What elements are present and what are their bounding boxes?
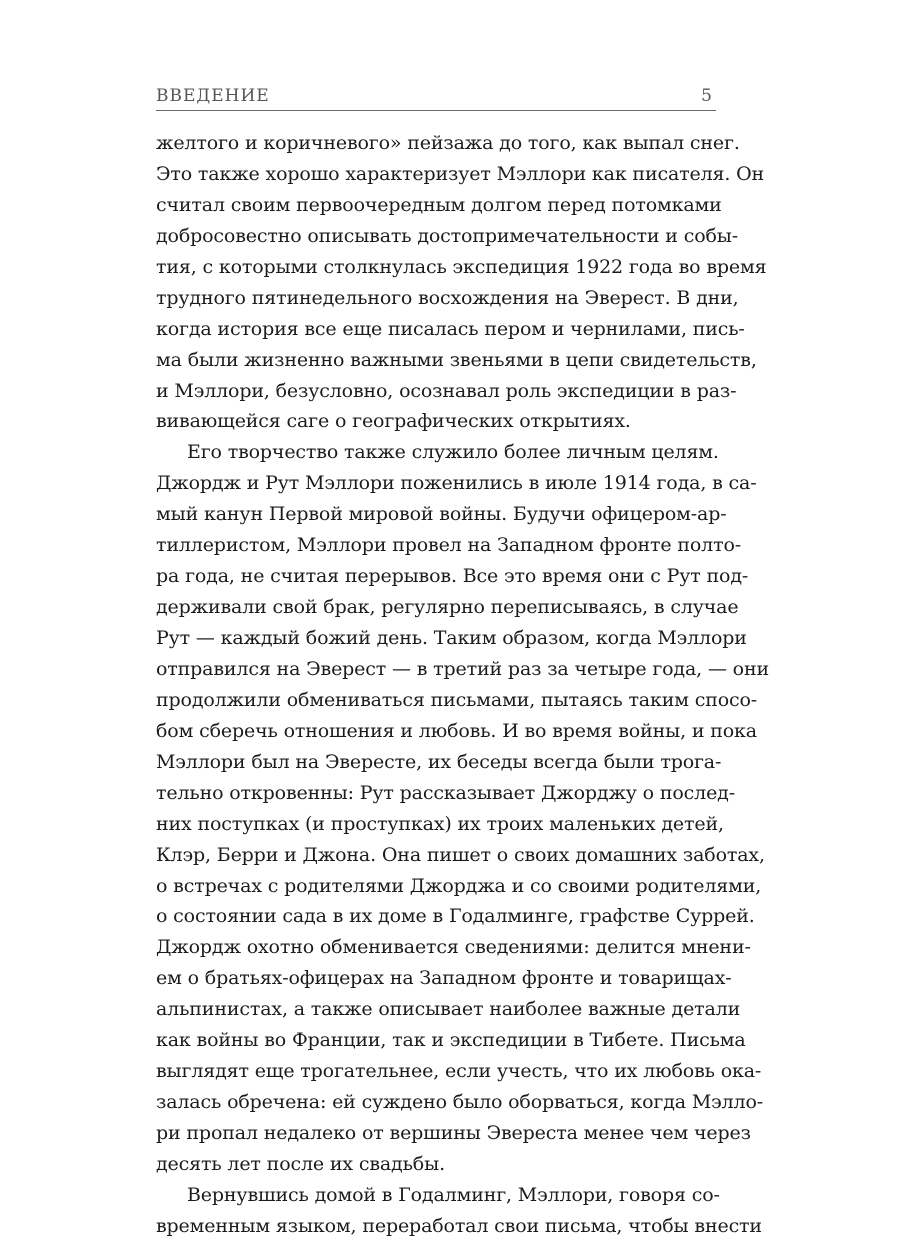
- text-line: отправился на Эверест — в третий раз за четыре года, — они: [156, 657, 769, 680]
- text-line: тия, с которыми столкнулась экспедиция 1922 года во время: [156, 255, 767, 278]
- page-number: 5: [701, 86, 712, 106]
- running-head: [156, 84, 716, 111]
- text-line: трудного пятинедельного восхождения на Эверест. В дни,: [156, 286, 739, 309]
- text-line: считал своим первоочередным долгом перед потомками: [156, 193, 722, 216]
- text-line: Его творчество также служило более личным целям.: [187, 441, 719, 464]
- text-line: временным языком, переработал свои письма, чтобы внести: [156, 1214, 762, 1237]
- text-line: них поступках (и проступках) их троих маленьких детей,: [156, 812, 724, 835]
- text-line: вивающейся саге о географических открытиях.: [156, 410, 631, 433]
- text-line: Джордж и Рут Мэллори поженились в июле 1914 года, в са-: [156, 472, 757, 495]
- text-line: Рут — каждый божий день. Таким образом, когда Мэллори: [156, 627, 747, 649]
- text-line: Клэр, Берри и Джона. Она пишет о своих домашних заботах,: [156, 843, 765, 866]
- text-line: тиллеристом, Мэллори провел на Западном фронте полто-: [156, 534, 742, 557]
- text-line: выглядят еще трогательнее, если учесть, что их любовь ока-: [156, 1060, 762, 1083]
- text-line: тельно откровенны: Рут рассказывает Джорджу о послед-: [156, 781, 735, 804]
- text-line: о встречах с родителями Джорджа и со своими родителями,: [156, 874, 762, 897]
- text-line: ма были жизненно важными звеньями в цепи свидетельств,: [156, 348, 757, 371]
- text-line: десять лет после их свадьбы.: [156, 1152, 445, 1175]
- paragraph-2: [156, 437, 769, 1180]
- text-line: о состоянии сада в их доме в Годалминге, графстве Суррей.: [156, 905, 755, 928]
- paragraph-3: [156, 1180, 762, 1242]
- section-title: ВВЕДЕНИЕ: [156, 86, 270, 106]
- text-line: и Мэллори, безусловно, осознавал роль экспедиции в раз-: [156, 379, 737, 402]
- text-line: желтого и коричневого» пейзажа до того, как выпал снег.: [156, 132, 740, 154]
- paragraph-1: [156, 128, 767, 437]
- text-line: ри пропал недалеко от вершины Эвереста менее чем через: [156, 1122, 751, 1144]
- text-line: добросовестно описывать достопримечательности и собы-: [156, 224, 739, 247]
- text-line: продолжили обмениваться письмами, пытаясь таким спосо-: [156, 688, 758, 711]
- text-line: Мэллори был на Эвересте, их беседы всегда были трога-: [156, 750, 722, 773]
- text-line: бом сберечь отношения и любовь. И во время войны, и пока: [156, 719, 757, 742]
- text-line: Джордж охотно обменивается сведениями: делится мнени-: [156, 936, 751, 959]
- text-line: Это также хорошо характеризует Мэллори как писателя. Он: [156, 162, 765, 185]
- text-line: как войны во Франции, так и экспедиции в Тибете. Письма: [156, 1029, 746, 1052]
- text-line: залась обречена: ей суждено было оборваться, когда Мэлло-: [156, 1091, 764, 1114]
- text-line: ем о братьях-офицерах на Западном фронте и товарищах-: [156, 967, 732, 990]
- text-line: мый канун Первой мировой войны. Будучи офицером-ар-: [156, 503, 727, 526]
- text-line: ра года, не считая перерывов. Все это время они с Рут под-: [156, 565, 749, 588]
- text-line: держивали свой брак, регулярно переписываясь, в случае: [156, 596, 739, 619]
- body-text: [156, 128, 769, 1242]
- text-line: Вернувшись домой в Годалминг, Мэллори, говоря со-: [187, 1183, 720, 1206]
- text-line: альпинистах, а также описывает наиболее важные детали: [156, 998, 741, 1021]
- text-line: когда история все еще писалась пером и чернилами, пись-: [156, 317, 745, 340]
